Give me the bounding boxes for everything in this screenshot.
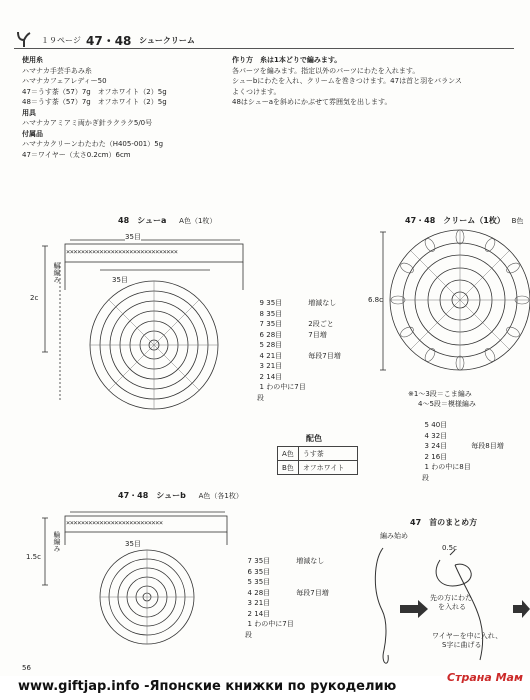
- neck-note-2: を入れる: [438, 603, 466, 611]
- method-head: 作り方 糸は1本どりで編みます。: [232, 56, 342, 64]
- neck-note-1: 先の方にわた: [430, 594, 472, 602]
- diagramB-row: 7 35目 増減なし: [247, 557, 325, 565]
- arrow-right-icon: [400, 600, 428, 618]
- materials-line1: ハマナカ手芸手あみ糸: [22, 66, 92, 75]
- cream-row-unit: 段: [422, 473, 429, 482]
- footer-logo: Страна Мам: [447, 671, 523, 684]
- diagram48-row: 6 28目 7目増: [259, 330, 327, 339]
- color-row: B色 オフホワイト: [278, 461, 358, 475]
- diagramB-title: 47・48 シューb A色（各1枚）: [118, 491, 243, 500]
- page-number: 56: [22, 664, 31, 672]
- diagramB-side-label: 輪編み: [53, 531, 61, 552]
- cream-legend-2: 4〜5段＝模様編み: [418, 400, 476, 408]
- diagramB-row: 1 わの中に7目: [247, 620, 294, 628]
- materials-head: 使用糸: [22, 56, 43, 64]
- diagramB-rows: [238, 557, 358, 641]
- color-table: [277, 446, 358, 475]
- materials-48: 48＝うす茶（57）7g オフホワイト（2）5g: [22, 98, 167, 106]
- diagram48-row: 2 14目: [259, 372, 283, 381]
- neck-start: 編み始め: [380, 532, 408, 540]
- diagram48-row: 1 わの中に7目: [259, 383, 306, 391]
- cream-row: 2 16目: [424, 452, 448, 461]
- diagram48-row: 9 35目 増減なし: [259, 299, 337, 307]
- footer-url: www.giftjap.info -Японские книжки по рукоделию: [18, 679, 397, 694]
- diagramB-height: 1.5c: [26, 553, 41, 561]
- diagramB-row-unit: 段: [245, 630, 252, 639]
- cream-row: 1 わの中に8目: [424, 463, 471, 471]
- materials-line2: ハマナカフェアレディー50: [22, 77, 107, 85]
- diagramB-row: 4 28目 毎段7目増: [247, 588, 329, 597]
- neck-coil: [436, 560, 471, 586]
- neck-note-4: S字に曲げる: [442, 641, 482, 649]
- method-line2: シューbにわたを入れ、クリームを巻きつけます。47は首と羽をバランス: [232, 77, 462, 85]
- method-line4: 48はシューaを斜めにかぶせて雰囲気を出します。: [232, 98, 392, 106]
- diagramB-figure: [42, 512, 227, 644]
- diagram48-mid-count: 35目: [112, 276, 128, 284]
- accessories-2: 47＝ワイヤー（太さ0.2cm）6cm: [22, 150, 131, 159]
- cream-height: 6.8c: [368, 296, 383, 304]
- neck-shape: [375, 548, 386, 650]
- cream-row: 5 40目: [424, 421, 448, 429]
- method-line3: よくつけます。: [232, 87, 281, 96]
- method-line1: 各パーツを編みます。指定以外のパーツにわたを入れます。: [232, 66, 420, 75]
- diagram48-top-count: 35目: [125, 233, 141, 241]
- cream-legend-1: ※1〜3段＝こま編み: [408, 390, 472, 398]
- neck-size: 0.5c: [442, 544, 457, 552]
- diagram48-side-label: 輪編み: [53, 262, 61, 283]
- diagram48-figure: [42, 240, 243, 409]
- diagram48-title: 48 シューa A色（1枚）: [118, 216, 217, 225]
- cream-rows: [415, 421, 525, 484]
- color-row: A色 うす茶: [278, 447, 358, 461]
- cream-row: 3 24目 毎段8目増: [424, 442, 504, 450]
- neck-note-3: ワイヤーを中に入れ、: [432, 632, 503, 640]
- diagramB-row: 2 14目: [247, 609, 271, 618]
- diagram48-row: 4 21目 毎段7目増: [259, 351, 341, 360]
- diagram48-row: 7 35目 2段ごと: [259, 320, 334, 328]
- diagram48-row-unit: 段: [257, 393, 264, 402]
- diagramB-row: 5 35目: [247, 578, 271, 586]
- diagramB-stitches-top: ××××××××××××××××××××××××××: [66, 519, 163, 527]
- diagramB-row: 6 35目: [247, 567, 271, 576]
- tools-head: 用具: [22, 108, 36, 117]
- diagramB-top-count: 35目: [125, 540, 141, 548]
- color-table-title: 配色: [306, 434, 322, 443]
- header-numbers: 47・48: [86, 34, 132, 48]
- materials-47: 47＝うす茶（57）7g オフホワイト（2）5g: [22, 87, 167, 96]
- diagramB-row: 3 21目: [247, 599, 271, 607]
- neck-title: 47 首のまとめ方: [410, 518, 478, 527]
- diagram48-row: 5 28目: [259, 341, 283, 349]
- tools-text: ハマナカアミアミ両かぎ針ラクラク5/0号: [22, 119, 153, 127]
- accessories-1: ハマナカクリーンわたわた（H405-001）5g: [22, 140, 164, 148]
- diagram48-row: 8 35目: [259, 309, 283, 318]
- cream-title: 47・48 クリーム（1枚） B色: [405, 216, 524, 225]
- cream-row: 4 32目: [424, 431, 448, 440]
- footer-banner: [0, 671, 530, 700]
- diagram48-row: 3 21目: [259, 362, 283, 370]
- diagram48-height: 2c: [30, 294, 39, 302]
- header-title: シュークリーム: [139, 36, 195, 45]
- arrow-right-icon-2: [513, 600, 530, 618]
- diagram48-rows: [250, 299, 370, 404]
- header-prefix: １９ページ: [41, 36, 81, 45]
- accessories-head: 付属品: [22, 129, 43, 138]
- diagram48-stitches-top: ××××××××××××××××××××××××××××××: [66, 248, 178, 256]
